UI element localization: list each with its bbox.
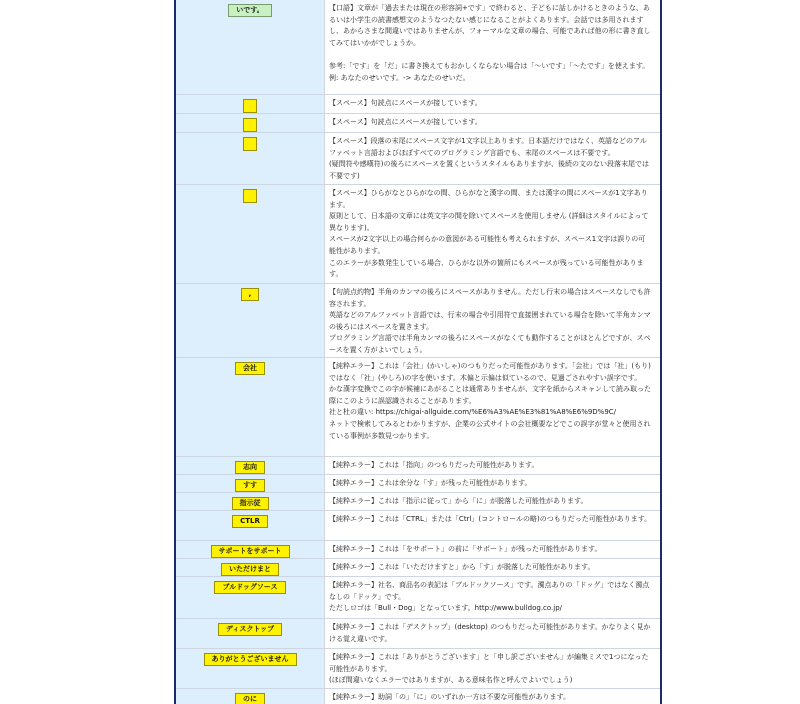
error-pattern-cell (176, 689, 325, 704)
error-pattern-cell (176, 577, 325, 618)
error-description: 【スペース】句読点にスペースが接しています。 (329, 99, 482, 107)
error-description: 【純粋エラー】これは「をサポート」の前に「サポート」が残った可能性があります。 (329, 545, 602, 553)
error-pattern-tag: CTLR (232, 515, 268, 528)
table-row (176, 475, 660, 493)
table-row (176, 559, 660, 577)
error-pattern-tag: すす (235, 479, 265, 492)
error-pattern-tag: 会社 (235, 362, 265, 375)
table-row (176, 185, 660, 284)
error-pattern-tag: のに (235, 693, 265, 704)
error-pattern-tag: いただけまと (221, 563, 279, 576)
error-description: 【純粋エラー】これは「CTRL」または「Ctrl」(コントロールの略)のつもりだった可能性があります。 (329, 515, 652, 523)
error-pattern-cell (176, 511, 325, 540)
table-row (176, 511, 660, 541)
error-pattern-cell (176, 114, 325, 132)
error-pattern-tag: ブルドッグソース (214, 581, 285, 594)
error-pattern-tag: ありがとうございません (204, 653, 297, 666)
error-description: 【スペース】段落の末尾にスペース文字が1文字以上あります。日本語だけではなく、英語などのアルファベット言語およびほぼすべてのプログラミング言語でも、末尾のスペースは不要です。 (疑問符や感嘆符)の後ろにスペースを置くというスタイルもありますが、後続の文のない段落末尾では不要です) (329, 137, 649, 180)
yellow-marker-icon (243, 118, 257, 132)
error-pattern-cell (176, 95, 325, 113)
error-description: 【純粋エラー】助詞「の」「に」のいずれか一方は不要な可能性があります。 (329, 693, 570, 701)
table-row (176, 358, 660, 457)
error-pattern-tag: , (241, 288, 260, 301)
error-pattern-cell (176, 619, 325, 648)
table-row (176, 284, 660, 358)
yellow-marker-icon (243, 99, 257, 113)
error-pattern-tag: 指示従 (232, 497, 269, 510)
error-pattern-cell (176, 185, 325, 283)
table-row (176, 649, 660, 689)
error-pattern-tag: いです。 (228, 4, 271, 17)
error-description: 【純粋エラー】これは「指向」のつもりだった可能性があります。 (329, 461, 539, 469)
error-description: 【スペース】ひらがなとひらがなの間、ひらがなと漢字の間、または漢字の間にスペースが1文字あります。 原則として、日本語の文章には英文字の間を除いてスペースを使用しません (詳細はスタイルによって異なります)。 スペースが2文字以上の場合何らかの意図がある可能性も考えられますが、スペース1文字は誤りの可能性があります。 このエラーが多数発生している場合、ひらがな以外の箇所にもスペースが残っている可能性があります。 (329, 189, 649, 279)
error-table (176, 0, 660, 704)
error-pattern-cell (176, 358, 325, 456)
error-pattern-cell (176, 284, 325, 357)
error-pattern-tag: ディスクトップ (218, 623, 282, 636)
error-description: 【口語】文章が「過去または現在の形容詞+です」で終わると、子どもに話しかけるときのような、あるいは小学生の読書感想文のようなつたない感じになることがよくあります。会話では多用されますし、あからさまな間違いではありませんが、フォーマルな文章の場合、可能であれば他の形に書き直してみてはいかがでしょうか。 参考:「です」を「だ」に書き換えてもおかしくならない場合は「〜いです」「〜たです」を使えます。例: あなたのせいです。-> あなたのせいだ。 (329, 4, 651, 82)
error-pattern-cell (176, 133, 325, 184)
error-description: 【句読点約物】半角のカンマの後ろにスペースがありません。ただし行末の場合はスペースなしでも許容されます。 英語などのアルファベット言語では、行末の場合や引用符で直接囲まれている場合を除いて半角カンマの後ろにはスペースを置きます。 プログラミング言語では半角カンマの後ろにスペースがなくても動作することがほとんどですが、スペースを置く方がよいでしょう。 (329, 288, 651, 354)
yellow-marker-icon (243, 189, 257, 203)
error-pattern-cell (176, 541, 325, 558)
error-pattern-cell (176, 559, 325, 576)
error-pattern-cell (176, 475, 325, 492)
error-description: 【純粋エラー】社名、商品名の表記は「ブルドックソース」です。濁点ありの「ドッグ」ではなく濁点なしの「ドック」です。 ただしロゴは「Bull・Dog」となっています。http://www.bulldog.co.jp/ (329, 581, 650, 613)
table-row (176, 457, 660, 475)
table-row (176, 619, 660, 649)
table-row (176, 95, 660, 114)
error-pattern-tag: 志向 (235, 461, 265, 474)
table-row (176, 493, 660, 511)
error-pattern-cell (176, 457, 325, 474)
table-row (176, 133, 660, 185)
document-page (174, 0, 662, 704)
error-pattern-tag: サポートをサポート (211, 545, 290, 558)
error-description: 【純粋エラー】これは「いただけますと」から「す」が脱落した可能性があります。 (329, 563, 595, 571)
error-description: 【純粋エラー】これは「デスクトップ」(desktop) のつもりだった可能性があります。かなりよく見かける覚え違いです。 (329, 623, 651, 643)
error-pattern-cell (176, 493, 325, 510)
table-row (176, 114, 660, 133)
error-description: 【純粋エラー】これは「会社」(かいしゃ)のつもりだった可能性があります。「会社」では「社」(もり)ではなく「社」(やしろ)の字を使います。木偏と示偏は似ているので、見過ごされやすい誤字です。 かな漢字変換でこの字が候補にあがることは通常ありませんが、文字を紙からスキャンして読み取った際にこのように誤認識されることがあります。 社と杜の違い: https://chigai-allguide.com/%E6%A3%AE%E3%81%A8%E6%9D%9C/ ネットで検索してみるとわかりますが、企業の公式サイトの会社概要などでこの誤字が堂々と使用されている事例が多数見つかります。 (329, 362, 651, 440)
yellow-marker-icon (243, 137, 257, 151)
error-description: 【純粋エラー】これは「ありがとうございます」と「申し訳ございません」が編集ミスで1つになった可能性があります。 (ほぼ間違いなくエラーではありますが、ある意味名作と呼んでよいでしょう) (329, 653, 649, 685)
error-description: 【スペース】句読点にスペースが接しています。 (329, 118, 482, 126)
error-description: 【純粋エラー】これは「指示に従って」から「に」が脱落した可能性があります。 (329, 497, 588, 505)
error-pattern-cell (176, 649, 325, 688)
table-row (176, 689, 660, 704)
table-row (176, 0, 660, 95)
error-pattern-cell (176, 0, 325, 94)
table-row (176, 541, 660, 559)
table-row (176, 577, 660, 619)
error-description: 【純粋エラー】これは余分な「す」が残った可能性があります。 (329, 479, 532, 487)
